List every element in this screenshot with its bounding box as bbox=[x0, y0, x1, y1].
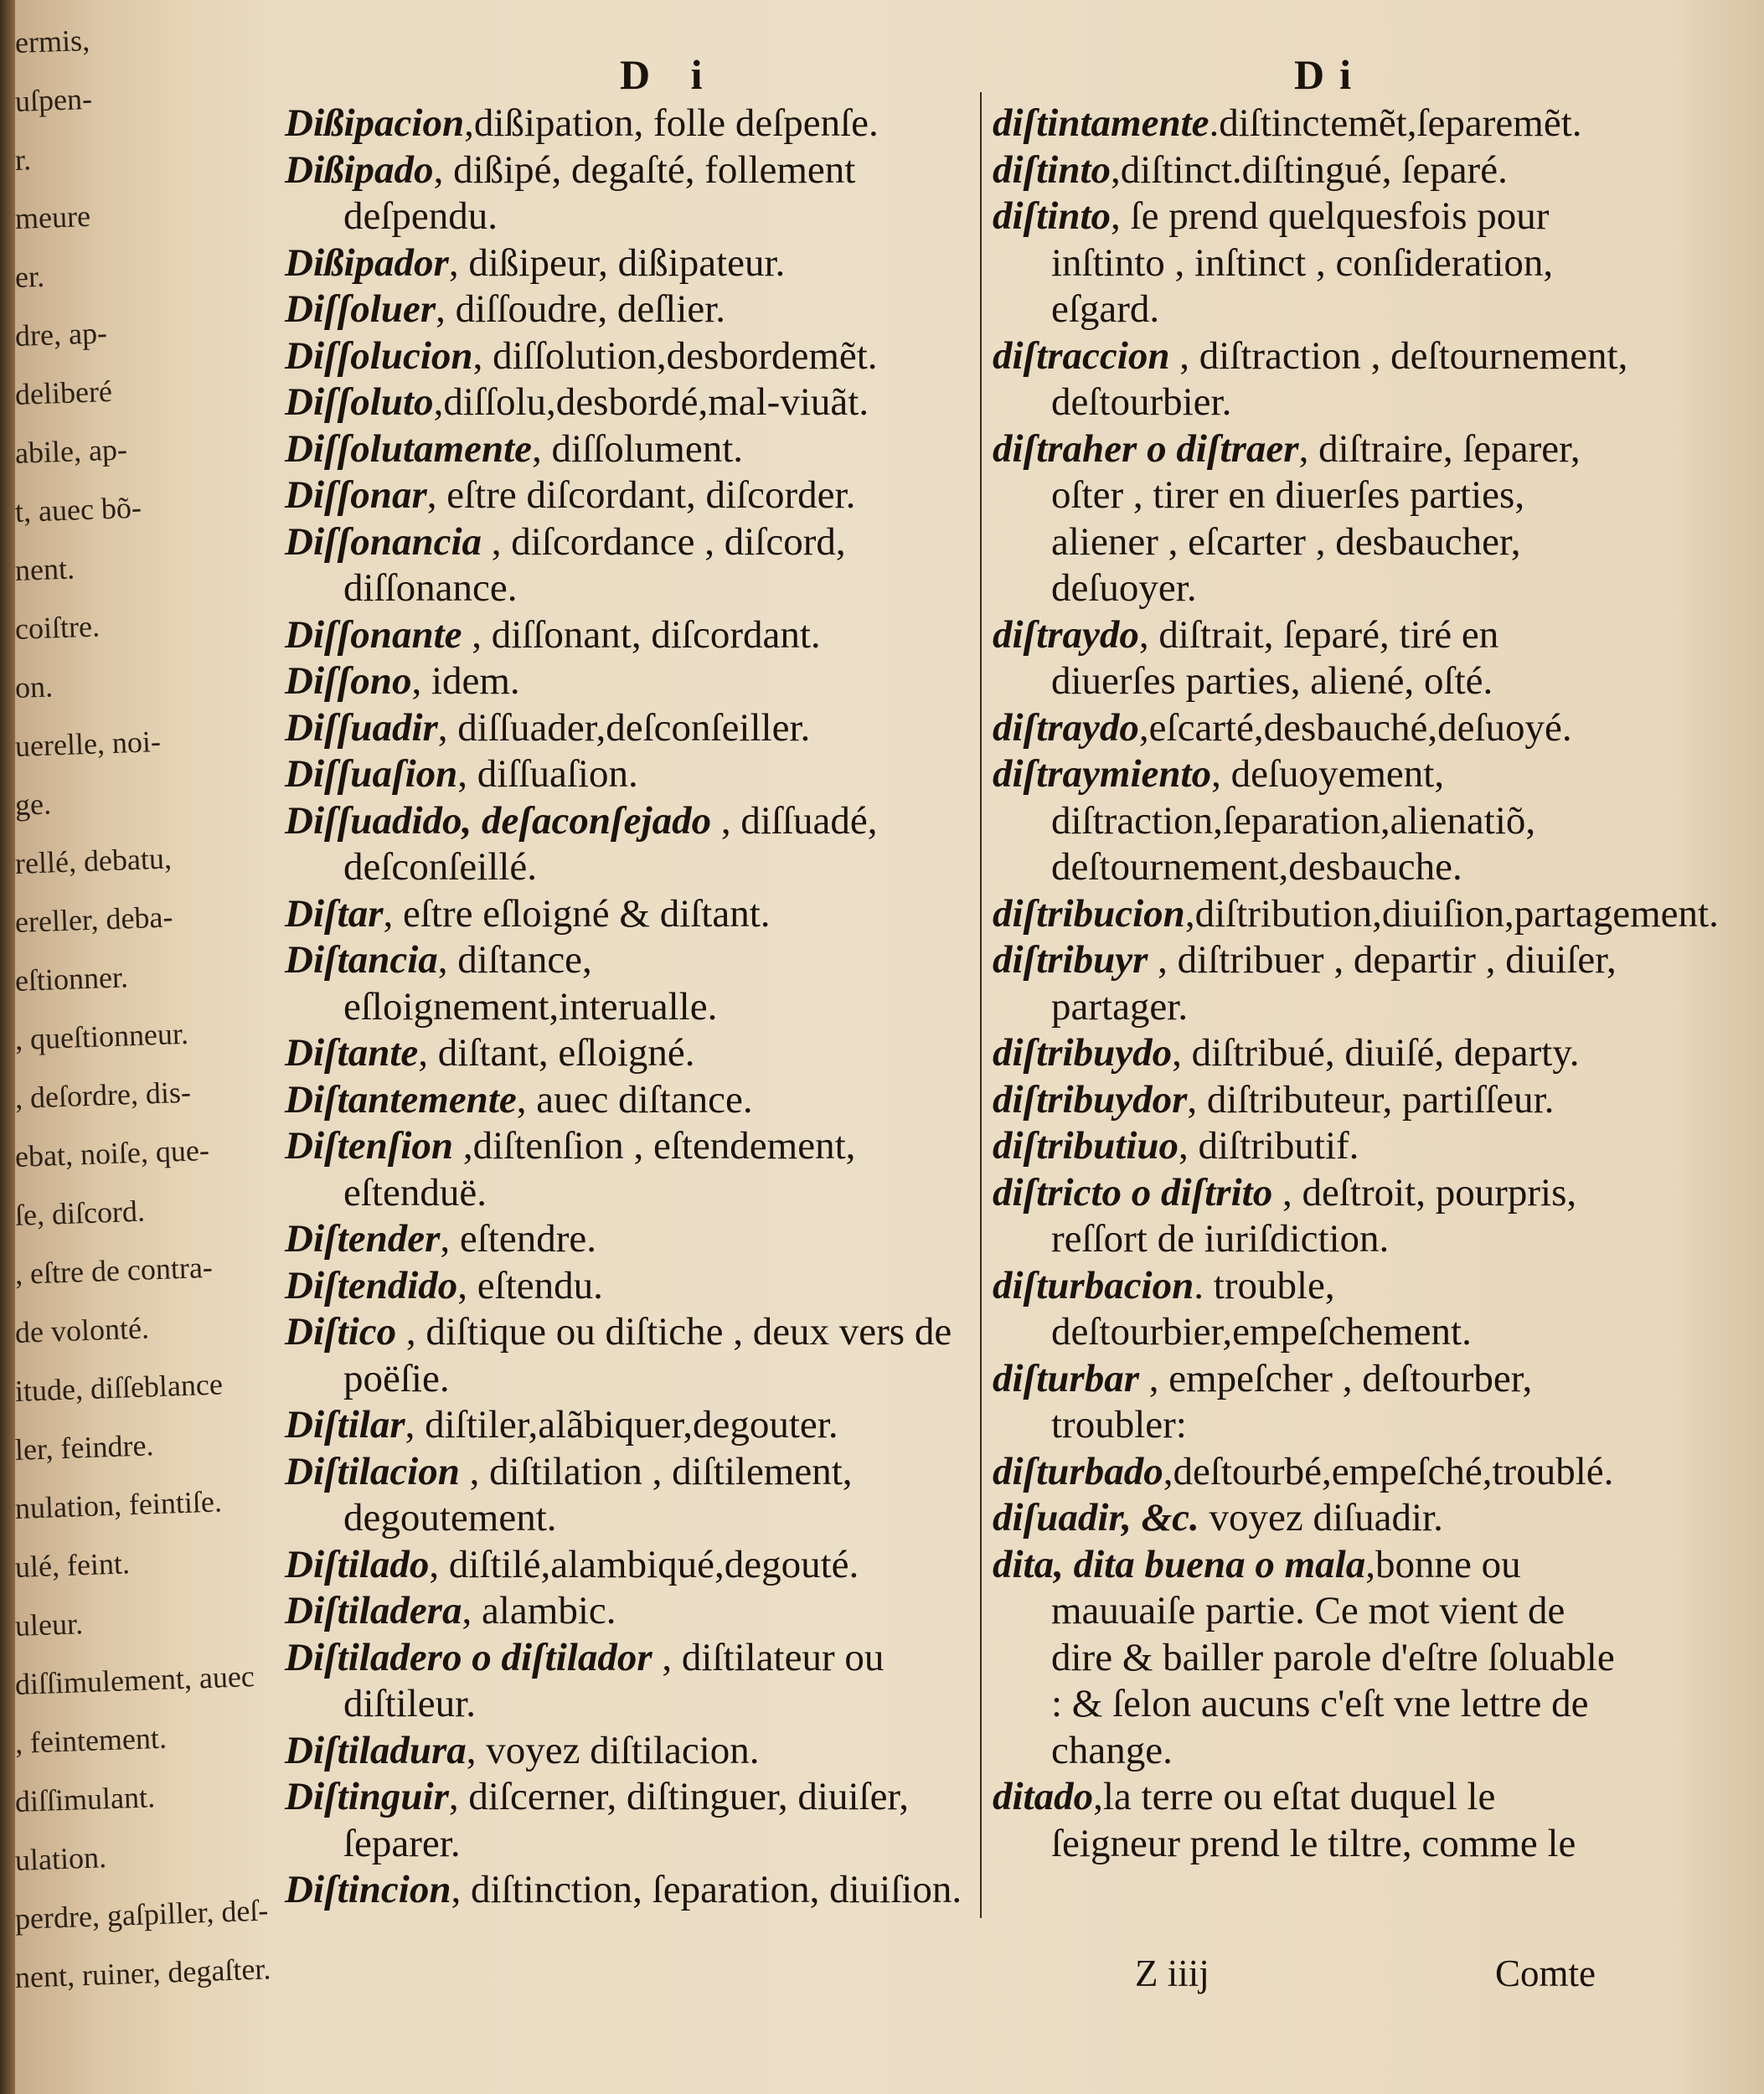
entry-definition: voyez diſuadir. bbox=[1199, 1496, 1443, 1540]
entry-definition: , diſtributif. bbox=[1179, 1124, 1359, 1168]
entry-headword: diſturbacion bbox=[993, 1263, 1194, 1307]
entry-headword: Diſtendido bbox=[285, 1263, 458, 1307]
previous-page-strip bbox=[14, 23, 271, 2069]
dictionary-entry bbox=[285, 379, 967, 426]
prev-page-fragment: de volonté. bbox=[14, 1311, 150, 1349]
dictionary-entry bbox=[285, 658, 967, 705]
prev-page-fragment: ulation. bbox=[14, 1840, 107, 1877]
entry-headword: dita, dita buena o mala bbox=[993, 1542, 1366, 1586]
prev-page-fragment: ebat, noiſe, que- bbox=[14, 1132, 210, 1173]
prev-page-fragment: ereller, deba- bbox=[14, 900, 174, 939]
entry-headword: Diſſoluto bbox=[285, 380, 434, 424]
prev-page-fragment: eſtionner. bbox=[14, 960, 129, 998]
entry-headword: ditado bbox=[993, 1775, 1094, 1818]
prev-page-fragment: ermis, bbox=[14, 23, 90, 59]
entry-headword: diſtribuydor bbox=[993, 1077, 1188, 1122]
dictionary-entry bbox=[285, 612, 967, 659]
entry-headword: diſtricto o diſtrito bbox=[993, 1170, 1273, 1215]
prev-page-fragment: t, auec bõ- bbox=[14, 490, 142, 529]
entry-headword: diſtraccion bbox=[993, 333, 1170, 378]
prev-page-fragment: er. bbox=[14, 259, 45, 294]
dictionary-entry bbox=[285, 1867, 967, 1914]
dictionary-entry bbox=[285, 472, 967, 519]
entry-definition: ,bonne ou mauuaiſe partie. Ce mot vient de dire & bailler parole d'eſtre ſoluable : & ſelon aucuns c'eſt vne lettre de change. bbox=[1051, 1542, 1615, 1772]
prev-page-fragment: r. bbox=[14, 142, 32, 177]
dictionary-entry bbox=[993, 1263, 1629, 1356]
prev-page-fragment: perdre, gaſpiller, deſ- bbox=[14, 1893, 269, 1936]
entry-definition: ,diſſolu,desbordé,mal-viuãt. bbox=[433, 380, 869, 424]
dictionary-entry bbox=[993, 1356, 1629, 1449]
dictionary-entry bbox=[993, 1123, 1629, 1170]
entry-definition: , diſcerner, diſtinguer, diuiſer, ſeparer. bbox=[343, 1775, 909, 1865]
prev-page-fragment: dre, ap- bbox=[14, 316, 108, 353]
entry-definition: , diſtraction , deſtournement, deſtourbier. bbox=[1051, 333, 1628, 424]
dictionary-entry bbox=[285, 1077, 967, 1124]
dictionary-entry bbox=[285, 1728, 967, 1775]
dictionary-entry bbox=[285, 1588, 967, 1635]
entry-headword: Diſſolutamente bbox=[285, 426, 533, 471]
entry-definition: , diſſuadé, deſconſeillé. bbox=[343, 798, 878, 889]
entry-headword: Diſtante bbox=[285, 1031, 419, 1075]
dictionary-entry bbox=[285, 426, 967, 473]
right-column bbox=[993, 101, 1719, 1867]
prev-page-fragment: itude, diſſeblance bbox=[14, 1367, 224, 1408]
prev-page-fragment: nent. bbox=[14, 551, 75, 587]
entry-headword: Diſſoluer bbox=[285, 287, 436, 331]
dictionary-entry bbox=[285, 1635, 967, 1728]
entry-headword: Diſſonancia bbox=[285, 519, 482, 564]
dictionary-entry bbox=[993, 147, 1629, 194]
prev-page-fragment: ſe, diſcord. bbox=[14, 1194, 146, 1232]
entry-headword: Diſtiladura bbox=[285, 1728, 467, 1772]
entry-definition: , diſſonant, diſcordant. bbox=[462, 612, 821, 657]
entry-definition: , ſe prend quelquesfois pour inſtinto , inſtinct , conſideration, eſgard. bbox=[1051, 194, 1554, 331]
prev-page-fragment: deliberé bbox=[14, 374, 113, 411]
prev-page-fragment: coiſtre. bbox=[14, 609, 101, 646]
entry-headword: diſtraymiento bbox=[993, 752, 1212, 796]
running-head-right: Di bbox=[1294, 51, 1366, 98]
entry-headword: diſturbar bbox=[993, 1356, 1139, 1400]
entry-definition: , dißipé, degaſté, follement deſpendu. bbox=[343, 147, 856, 238]
dictionary-entry bbox=[993, 1542, 1629, 1775]
running-head-left: D i bbox=[620, 51, 718, 98]
dictionary-entry bbox=[993, 193, 1629, 333]
entry-headword: diſtribuydo bbox=[993, 1031, 1173, 1075]
prev-page-fragment: rellé, debatu, bbox=[14, 841, 173, 880]
dictionary-entry bbox=[993, 1774, 1629, 1867]
entry-definition: , diſtant, eſloigné. bbox=[418, 1031, 695, 1075]
entry-definition: ,deſtourbé,empeſché,troublé. bbox=[1163, 1449, 1614, 1493]
entry-definition: , diſtiler,alãbiquer,degouter. bbox=[405, 1403, 838, 1447]
entry-definition: , diſſoudre, deſlier. bbox=[436, 287, 726, 331]
dictionary-entry bbox=[993, 751, 1629, 891]
dictionary-entry bbox=[285, 798, 967, 891]
entry-headword: diſtribuyr bbox=[993, 938, 1148, 982]
entry-definition: ,eſcarté,desbauché,deſuoyé. bbox=[1138, 705, 1572, 750]
prev-page-fragment: uſpen- bbox=[14, 81, 93, 118]
entry-definition: , diſtraire, ſeparer, oſter , tirer en diuerſes parties, aliener , eſcarter , desbaucher, deſuoyer. bbox=[1051, 426, 1581, 610]
dictionary-entry bbox=[285, 1216, 967, 1263]
dictionary-entry bbox=[993, 333, 1629, 426]
entry-definition: , diſſolument. bbox=[532, 426, 744, 471]
dictionary-entry bbox=[285, 101, 967, 147]
entry-headword: Dißipado bbox=[285, 147, 434, 192]
signature-mark: Z iiij bbox=[1135, 1952, 1210, 1994]
entry-headword: Diſſonante bbox=[285, 612, 462, 657]
entry-definition: , diſtilé,alambiqué,degouté. bbox=[429, 1542, 859, 1586]
entry-definition: , diſtribuer , departir , diuiſer, partager. bbox=[1051, 938, 1617, 1029]
entry-headword: diſtintamente bbox=[993, 101, 1210, 145]
entry-headword: diſtinto bbox=[993, 194, 1112, 238]
entry-definition: , diſtance, eſloignement,interualle. bbox=[343, 938, 718, 1029]
prev-page-fragment: uleur. bbox=[14, 1607, 84, 1643]
dictionary-entry bbox=[993, 891, 1719, 938]
dictionary-entry bbox=[285, 1449, 967, 1542]
entry-headword: Diſtar bbox=[285, 891, 384, 936]
entry-definition: , dißipeur, dißipateur. bbox=[448, 240, 786, 285]
entry-headword: Diſtantemente bbox=[285, 1077, 517, 1122]
prev-page-fragment: on. bbox=[14, 669, 54, 704]
prev-page-fragment: uerelle, noi- bbox=[14, 724, 162, 763]
dictionary-entry bbox=[285, 1030, 967, 1077]
entry-definition: , auec diſtance. bbox=[516, 1077, 753, 1122]
entry-headword: diſturbado bbox=[993, 1449, 1163, 1493]
entry-headword: Diſſonar bbox=[285, 473, 427, 517]
entry-definition: , eſtendre. bbox=[440, 1217, 596, 1261]
dictionary-entry bbox=[993, 1495, 1629, 1542]
entry-headword: Diſſuadir bbox=[285, 705, 438, 750]
prev-page-fragment: , deſordre, dis- bbox=[14, 1075, 192, 1115]
entry-headword: Diſtilar bbox=[285, 1403, 405, 1447]
entry-headword: Diſſuaſion bbox=[285, 752, 458, 796]
entry-headword: Diſtancia bbox=[285, 938, 438, 982]
dictionary-entry bbox=[993, 1077, 1629, 1124]
dictionary-entry bbox=[993, 426, 1629, 612]
prev-page-fragment: nulation, feintiſe. bbox=[14, 1484, 223, 1525]
dictionary-entry bbox=[285, 1263, 967, 1310]
entry-definition: , diſtilation , diſtilement, degoutement. bbox=[343, 1449, 853, 1540]
prev-page-fragment: , eſtre de contra- bbox=[14, 1250, 214, 1291]
entry-definition: , diſtinction, ſeparation, diuiſion. bbox=[451, 1868, 962, 1911]
entry-headword: Diſtender bbox=[285, 1217, 441, 1261]
entry-definition: , empeſcher , deſtourber, troubler: bbox=[1051, 1356, 1533, 1447]
dictionary-entry bbox=[993, 101, 1629, 147]
dictionary-entry bbox=[993, 1030, 1629, 1077]
entry-headword: Diſtincion bbox=[285, 1868, 451, 1911]
entry-definition: , deſtroit, pourpris, reſſort de iuriſdiction. bbox=[1051, 1170, 1577, 1261]
prev-page-fragment: meure bbox=[14, 199, 91, 235]
dictionary-entry bbox=[285, 240, 967, 287]
dictionary-entry bbox=[285, 286, 967, 333]
dictionary-entry bbox=[285, 751, 967, 798]
dictionary-entry bbox=[285, 1542, 967, 1589]
entry-headword: Diſtinguir bbox=[285, 1775, 449, 1818]
prev-page-fragment: ulé, feint. bbox=[14, 1546, 131, 1584]
entry-definition: , diſtrait, ſeparé, tiré en diuerſes parties, aliené, oſté. bbox=[1051, 612, 1499, 703]
entry-headword: Diſſolucion bbox=[285, 333, 473, 378]
entry-definition: , alambic. bbox=[462, 1589, 616, 1632]
entry-headword: diſtributiuo bbox=[993, 1124, 1179, 1168]
entry-headword: Diſtenſion bbox=[285, 1124, 454, 1168]
dictionary-entry bbox=[993, 1449, 1629, 1496]
entry-definition: , diſſuader,deſconſeiller. bbox=[437, 705, 811, 750]
dictionary-entry bbox=[993, 612, 1629, 705]
entry-headword: diſtraydo bbox=[993, 612, 1139, 657]
entry-definition: , diſcordance , diſcord, diſſonance. bbox=[343, 519, 846, 610]
entry-definition: ,diſtinct.diſtingué, ſeparé. bbox=[1111, 147, 1508, 192]
catchword: Comte bbox=[1495, 1952, 1596, 1994]
entry-headword: diſtraher o diſtraer bbox=[993, 426, 1299, 471]
entry-headword: Dißipacion bbox=[285, 101, 465, 145]
dictionary-entry bbox=[285, 147, 967, 240]
prev-page-fragment: , feintement. bbox=[14, 1720, 168, 1760]
entry-definition: ,la terre ou eſtat duquel le ſeigneur prend le tiltre, comme le bbox=[1051, 1775, 1576, 1865]
prev-page-fragment: ge. bbox=[14, 787, 52, 822]
prev-page-fragment: , queſtionneur. bbox=[14, 1016, 189, 1056]
entry-headword: Dißipador bbox=[285, 240, 449, 285]
dictionary-entry bbox=[993, 705, 1629, 752]
dictionary-entry bbox=[285, 333, 967, 380]
prev-page-fragment: ler, feindre. bbox=[14, 1428, 155, 1467]
entry-headword: diſtribucion bbox=[993, 891, 1185, 936]
prev-page-fragment: diſſimulement, auec bbox=[14, 1659, 255, 1701]
entry-definition: , deſuoyement, diſtraction,ſeparation,alienatiõ, deſtournement,desbauche. bbox=[1051, 752, 1536, 889]
entry-headword: diſtinto bbox=[993, 147, 1112, 192]
dictionary-entry bbox=[285, 1309, 967, 1402]
entry-definition: ,diſtenſion , eſtendement, eſtenduë. bbox=[343, 1124, 856, 1215]
entry-definition: .diſtinctemẽt,ſeparemẽt. bbox=[1209, 101, 1582, 145]
entry-definition: , voyez diſtilacion. bbox=[466, 1728, 760, 1772]
dictionary-entry bbox=[993, 1170, 1629, 1263]
dictionary-entry bbox=[285, 891, 967, 938]
dictionary-entry bbox=[993, 937, 1629, 1030]
left-column bbox=[285, 101, 967, 1914]
entry-definition: . trouble, deſtourbier,empeſchement. bbox=[1051, 1263, 1472, 1354]
entry-headword: Diſtilacion bbox=[285, 1449, 460, 1493]
entry-headword: Diſſuadido, deſaconſejado bbox=[285, 798, 712, 843]
dictionary-entry bbox=[285, 519, 967, 612]
entry-definition: , diſſolution,desbordemẽt. bbox=[472, 333, 878, 378]
book-spine bbox=[0, 0, 15, 2094]
entry-definition: , diſtilateur ou diſtileur. bbox=[343, 1635, 885, 1725]
entry-headword: diſtraydo bbox=[993, 705, 1139, 750]
entry-definition: , diſtribué, diuiſé, departy. bbox=[1172, 1031, 1580, 1075]
prev-page-fragment: nent, ruiner, degaſter. bbox=[14, 1952, 271, 1994]
entry-definition: ,diſtribution,diuiſion,partagement. bbox=[1184, 891, 1719, 936]
prev-page-fragment: abile, ap- bbox=[14, 432, 128, 470]
entry-headword: Diſtilado bbox=[285, 1542, 430, 1586]
dictionary-entry bbox=[285, 1774, 967, 1867]
entry-definition: , diſtributeur, partiſſeur. bbox=[1187, 1077, 1555, 1122]
dictionary-entry bbox=[285, 1402, 967, 1449]
entry-definition: , eſtre diſcordant, diſcorder. bbox=[426, 473, 856, 517]
prev-page-fragment: diſſimulant. bbox=[14, 1780, 156, 1818]
entry-headword: Diſtiladero o diſtilador bbox=[285, 1635, 652, 1679]
dictionary-entry bbox=[285, 937, 967, 1030]
entry-definition: , eſtre eſloigné & diſtant. bbox=[383, 891, 771, 936]
entry-definition: , diſſuaſion. bbox=[457, 752, 638, 796]
entry-headword: Diſtiladera bbox=[285, 1589, 462, 1632]
entry-definition: , eſtendu. bbox=[457, 1263, 603, 1307]
entry-headword: Diſſono bbox=[285, 659, 412, 703]
entry-headword: diſuadir, &c. bbox=[993, 1496, 1199, 1540]
entry-headword: Diſtico bbox=[285, 1310, 397, 1354]
dictionary-entry bbox=[285, 1123, 967, 1216]
column-rule bbox=[980, 92, 982, 1918]
entry-definition: ,dißipation, folle deſpenſe. bbox=[464, 101, 879, 145]
entry-definition: , idem. bbox=[411, 659, 520, 703]
entry-definition: , diſtique ou diſtiche , deux vers de poëſie. bbox=[343, 1310, 952, 1400]
dictionary-entry bbox=[285, 705, 967, 752]
